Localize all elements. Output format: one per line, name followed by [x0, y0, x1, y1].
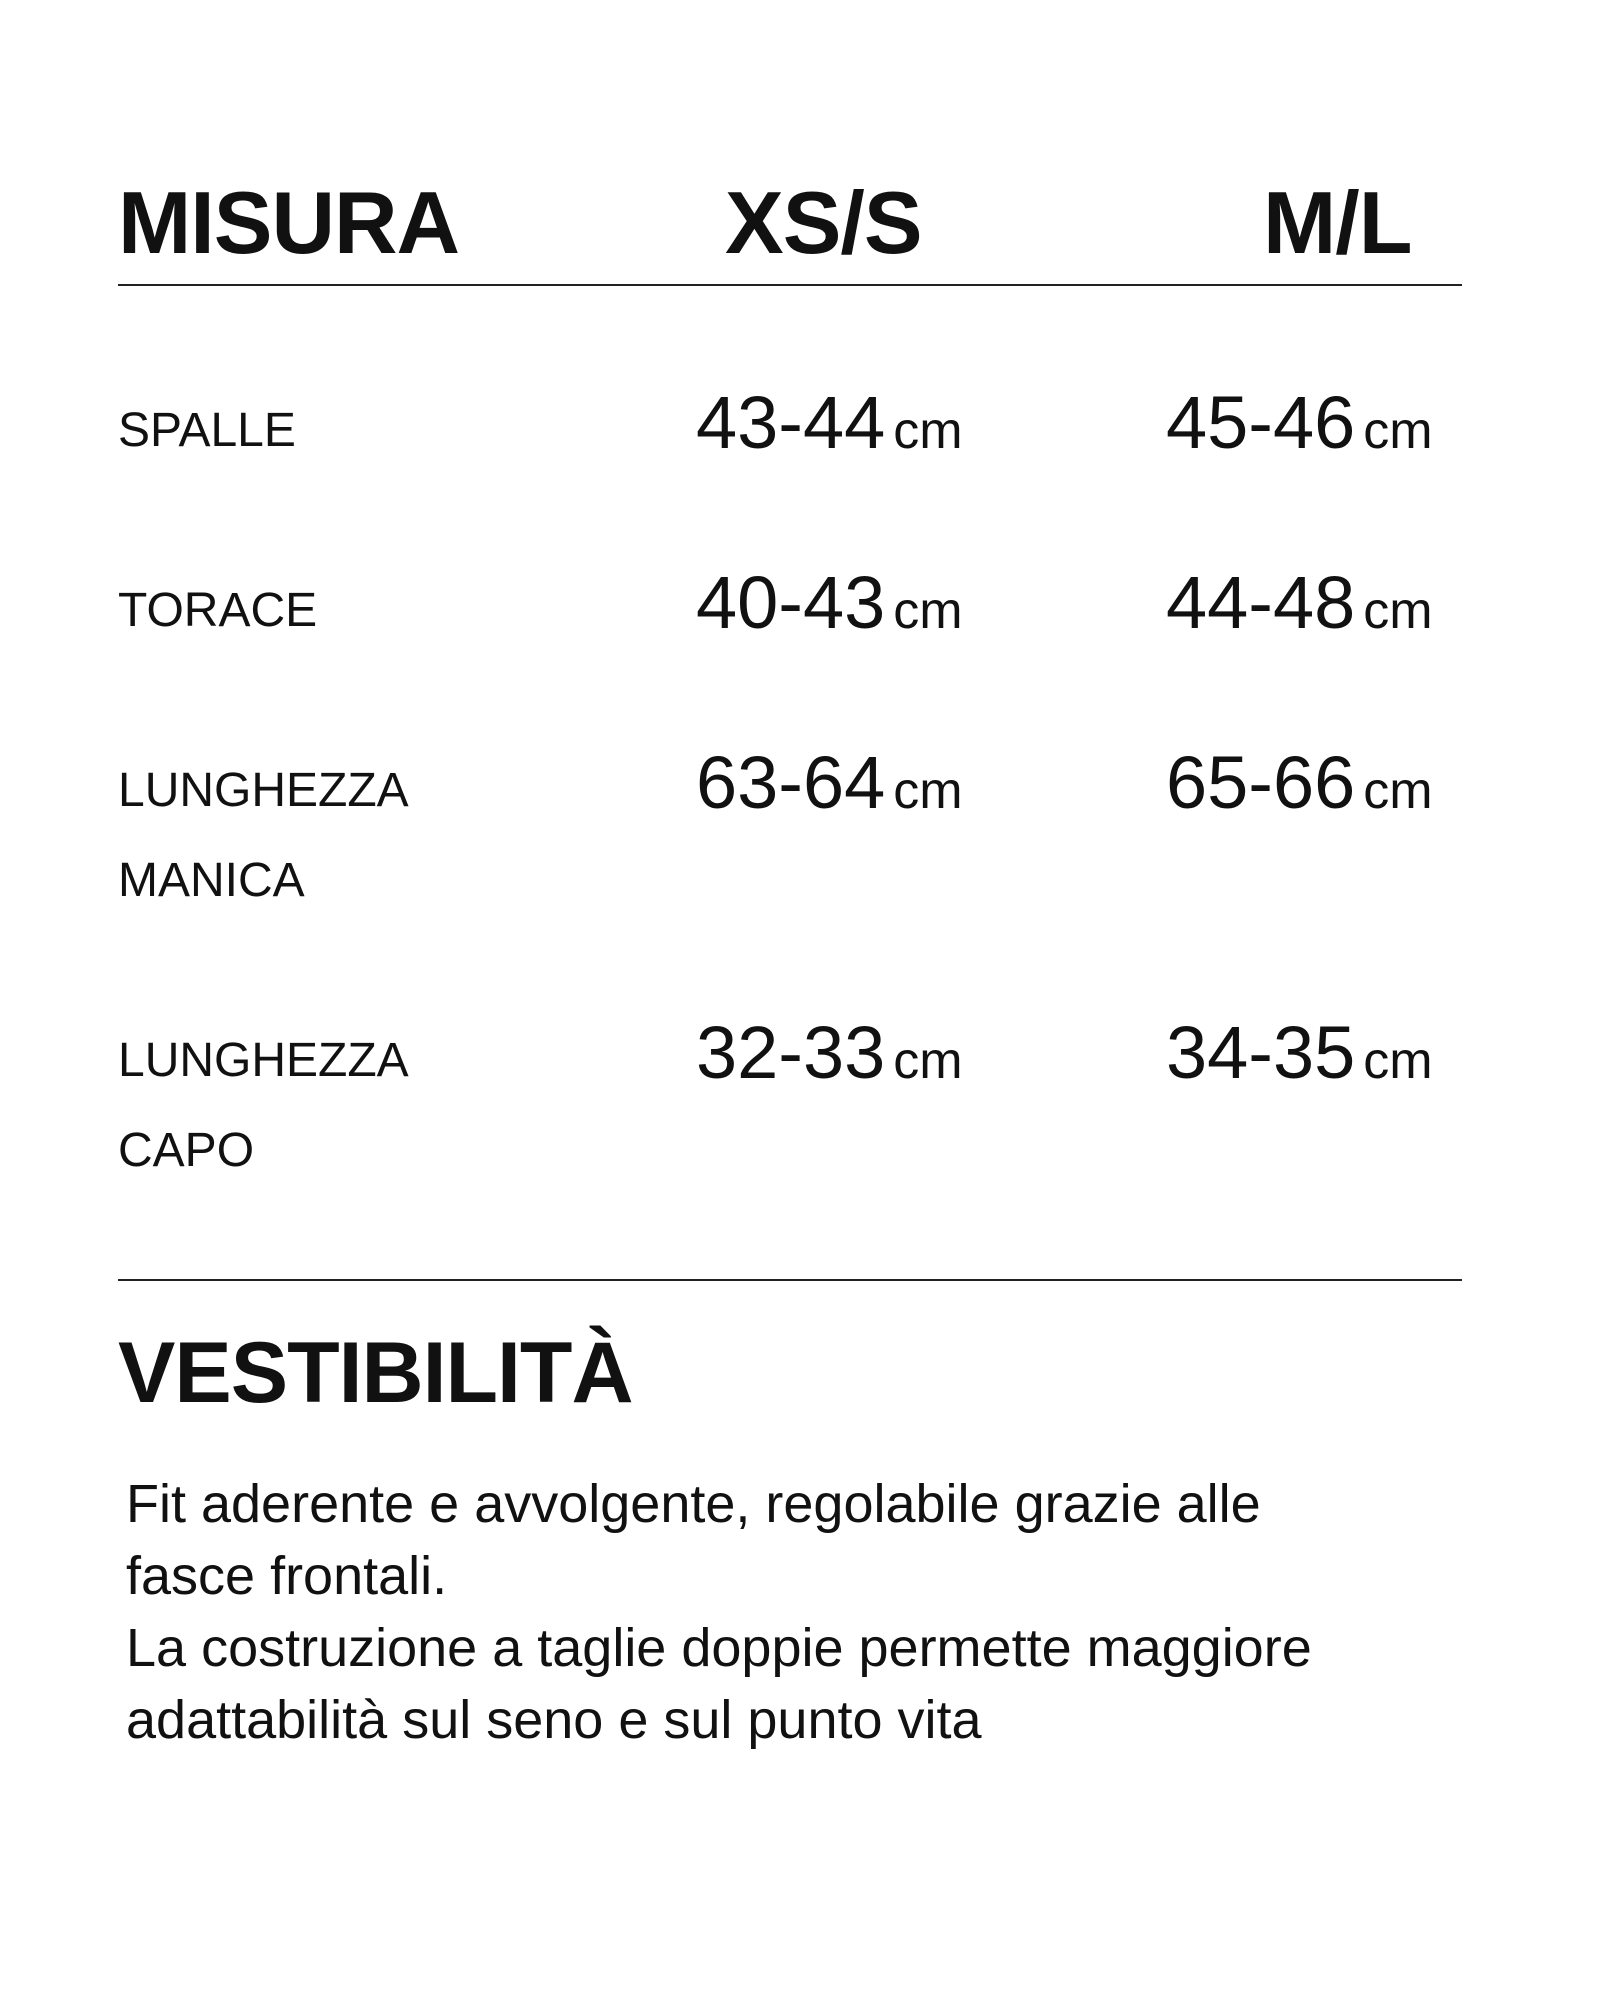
fit-description: [126, 1468, 1506, 1756]
row-label-line: TORACE: [118, 584, 318, 637]
value-unit: cm: [1363, 1032, 1433, 1090]
row-label-line: SPALLE: [118, 404, 296, 457]
value-unit: cm: [1363, 582, 1433, 640]
section-divider: [118, 1279, 1462, 1281]
value-number: 63-64: [696, 741, 886, 824]
row-label-torace: [118, 566, 317, 656]
value-number: 32-33: [696, 1011, 886, 1094]
value-lunghezza-capo-m-l: [1166, 1008, 1433, 1119]
value-torace-xs-s: [696, 558, 963, 669]
row-label-line: LUNGHEZZA: [118, 1034, 409, 1087]
value-lunghezza-capo-xs-s: [696, 1008, 963, 1119]
value-unit: cm: [1363, 402, 1433, 460]
value-unit: cm: [893, 762, 963, 820]
row-label-line: LUNGHEZZA: [118, 764, 409, 817]
header-size-xs-s: XS/S: [725, 173, 922, 272]
value-spalle-xs-s: [696, 378, 963, 489]
value-torace-m-l: [1166, 558, 1433, 669]
row-label-line: MANICA: [118, 854, 305, 907]
value-number: 44-48: [1166, 561, 1356, 644]
value-number: 45-46: [1166, 381, 1356, 464]
value-number: 40-43: [696, 561, 886, 644]
value-number: 34-35: [1166, 1011, 1356, 1094]
fit-description-line: Fit aderente e avvolgente, regolabile grazie alle: [126, 1474, 1261, 1534]
fit-title: VESTIBILITÀ: [118, 1325, 633, 1421]
value-number: 43-44: [696, 381, 886, 464]
fit-description-line: fasce frontali.: [126, 1546, 448, 1606]
header-size-m-l: M/L: [1263, 173, 1412, 272]
row-label-line: CAPO: [118, 1124, 255, 1177]
fit-description-line: La costruzione a taglie doppie permette maggiore: [126, 1618, 1312, 1678]
row-label-spalle: [118, 386, 296, 476]
value-lunghezza-manica-m-l: [1166, 738, 1433, 849]
header-label: MISURA: [118, 173, 460, 272]
value-lunghezza-manica-xs-s: [696, 738, 963, 849]
header-divider: [118, 284, 1462, 286]
value-unit: cm: [893, 402, 963, 460]
row-label-lunghezza-manica: [118, 746, 409, 926]
row-label-lunghezza-capo: [118, 1016, 409, 1196]
value-number: 65-66: [1166, 741, 1356, 824]
value-unit: cm: [1363, 762, 1433, 820]
value-unit: cm: [893, 582, 963, 640]
fit-description-line: adattabilità sul seno e sul punto vita: [126, 1690, 982, 1750]
value-spalle-m-l: [1166, 378, 1433, 489]
value-unit: cm: [893, 1032, 963, 1090]
